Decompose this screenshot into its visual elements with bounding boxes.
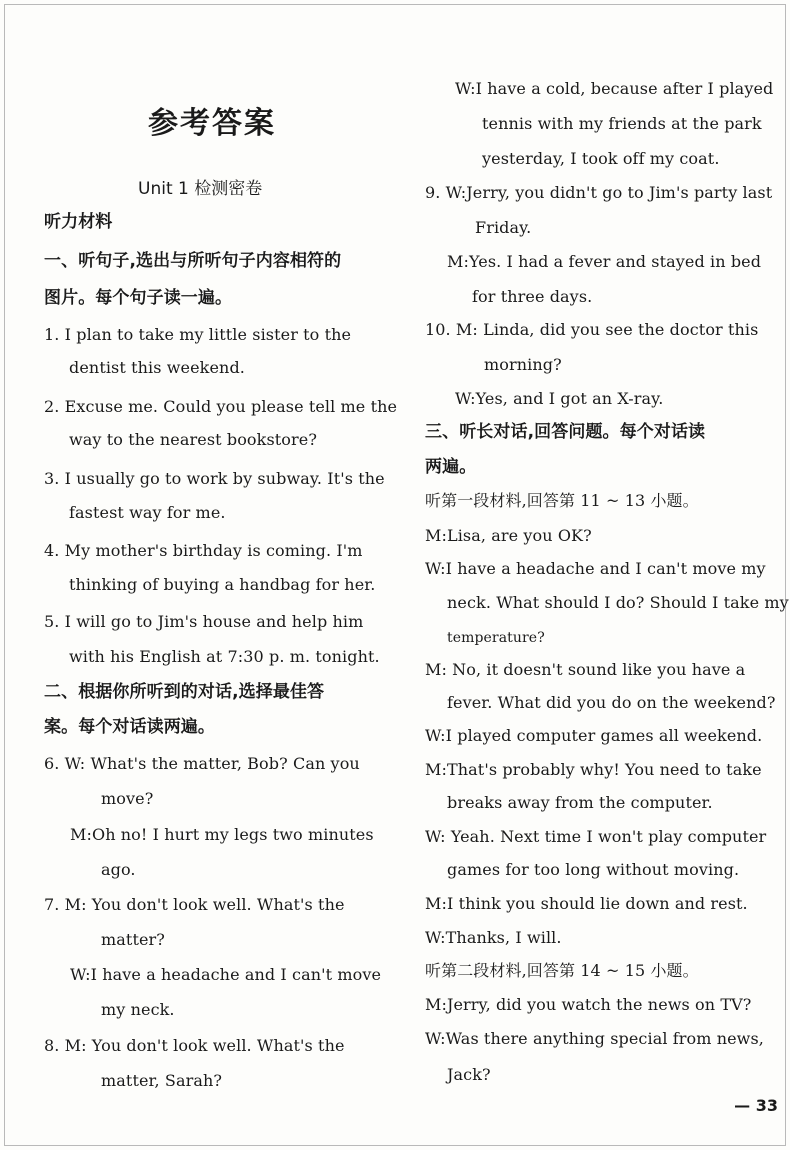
question-2-line: way to the nearest bookstore?	[69, 430, 318, 449]
dialog-1-line: W: Yeah. Next time I won't play computer	[425, 827, 767, 846]
dialog-1-line: W:I have a headache and I can't move my	[425, 559, 766, 578]
part3-heading-line: 两遍。	[425, 457, 477, 477]
question-10-line: 10. M: Linda, did you see the doctor this	[425, 320, 759, 339]
question-10-line: W:Yes, and I got an X-ray.	[455, 389, 664, 408]
part1-heading-line: 一、听句子,选出与所听句子内容相符的	[44, 251, 342, 271]
dialog-1-line: breaks away from the computer.	[447, 793, 713, 812]
dialog-1-line: M:I think you should lie down and rest.	[425, 894, 748, 913]
question-8-answer-line: W:I have a cold, because after I played	[455, 79, 774, 98]
question-3-line: 3. I usually go to work by subway. It's the	[44, 469, 385, 488]
dialog-1-intro: 听第一段材料,回答第 11 ~ 13 小题。	[425, 491, 699, 510]
question-7-line: 7. M: You don't look well. What's the	[44, 895, 345, 914]
question-7-line: matter?	[101, 930, 165, 949]
question-6-line: move?	[101, 789, 154, 808]
question-7-line: my neck.	[101, 1000, 175, 1019]
question-9-line: 9. W:Jerry, you didn't go to Jim's party last	[425, 183, 773, 202]
question-8-line: 8. M: You don't look well. What's the	[44, 1036, 345, 1055]
question-4-line: 4. My mother's birthday is coming. I'm	[44, 541, 363, 560]
question-6-line: 6. W: What's the matter, Bob? Can you	[44, 754, 360, 773]
question-10-line: morning?	[484, 355, 562, 374]
part2-heading-line: 案。每个对话读两遍。	[44, 717, 215, 737]
question-1-line: dentist this weekend.	[69, 358, 245, 377]
question-9-line: Friday.	[475, 218, 532, 237]
question-2-line: 2. Excuse me. Could you please tell me the	[44, 397, 398, 416]
dialog-1-line: games for too long without moving.	[447, 860, 740, 879]
dialog-2-intro: 听第二段材料,回答第 14 ~ 15 小题。	[425, 961, 699, 980]
dialog-1-line: W:Thanks, I will.	[425, 928, 562, 947]
dialog-1-line: M: No, it doesn't sound like you have a	[425, 660, 746, 679]
question-8-answer-line: tennis with my friends at the park	[482, 114, 762, 133]
page-number: — 33	[734, 1096, 778, 1115]
part1-heading-line: 图片。每个句子读一遍。	[44, 288, 233, 308]
question-9-line: M:Yes. I had a fever and stayed in bed	[447, 252, 762, 271]
part3-heading-line: 三、听长对话,回答问题。每个对话读	[425, 422, 706, 442]
section-label: 听力材料	[44, 212, 113, 232]
dialog-1-line: fever. What did you do on the weekend?	[447, 693, 776, 712]
question-4-line: thinking of buying a handbag for her.	[69, 575, 376, 594]
unit-subtitle: Unit 1 检测密卷	[138, 179, 263, 199]
dialog-2-line: M:Jerry, did you watch the news on TV?	[425, 995, 752, 1014]
dialog-1-line: temperature?	[447, 630, 545, 646]
question-1-line: 1. I plan to take my little sister to the	[44, 325, 352, 344]
dialog-2-line: W:Was there anything special from news,	[425, 1029, 764, 1048]
question-9-line: for three days.	[472, 287, 593, 306]
dialog-1-line: W:I played computer games all weekend.	[425, 726, 763, 745]
part2-heading-line: 二、根据你所听到的对话,选择最佳答	[44, 682, 325, 702]
page-title: 参考答案	[148, 106, 276, 141]
question-5-line: 5. I will go to Jim's house and help him	[44, 612, 364, 631]
dialog-1-line: neck. What should I do? Should I take my	[447, 593, 789, 612]
question-6-line: ago.	[101, 860, 136, 879]
question-8-answer-line: yesterday, I took off my coat.	[482, 149, 720, 168]
dialog-1-line: M:That's probably why! You need to take	[425, 760, 762, 779]
question-8-line: matter, Sarah?	[101, 1071, 223, 1090]
question-3-line: fastest way for me.	[69, 503, 226, 522]
question-7-line: W:I have a headache and I can't move	[70, 965, 382, 984]
question-6-line: M:Oh no! I hurt my legs two minutes	[70, 825, 374, 844]
question-5-line: with his English at 7:30 p. m. tonight.	[69, 647, 380, 666]
dialog-1-line: M:Lisa, are you OK?	[425, 526, 592, 545]
dialog-2-line: Jack?	[447, 1065, 491, 1084]
